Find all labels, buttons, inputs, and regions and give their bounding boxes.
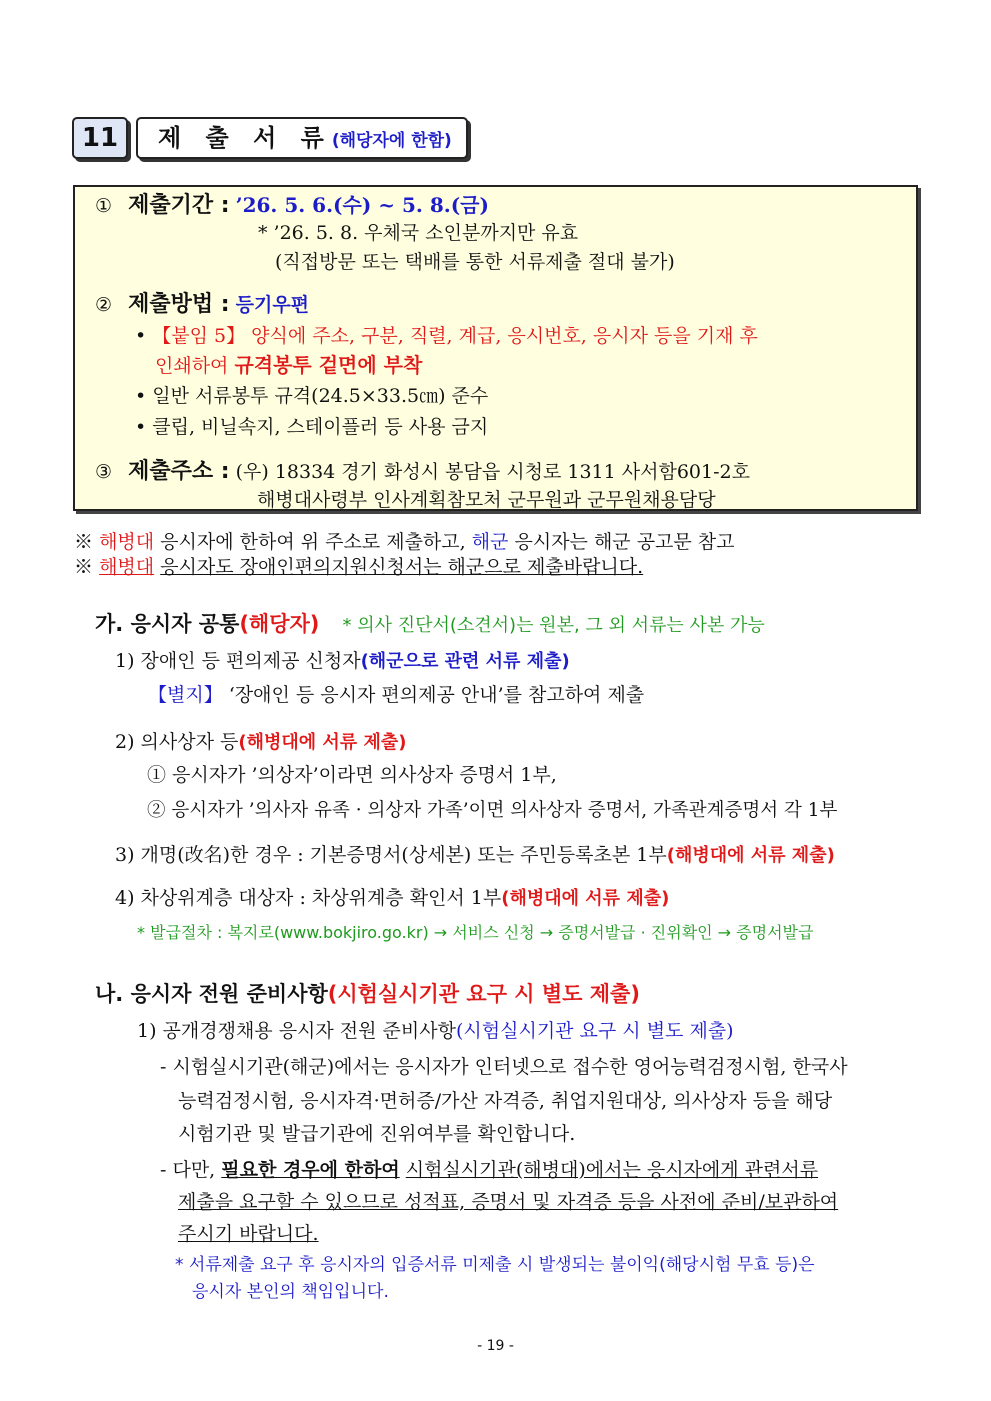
note-1-blue: 해군 [471, 531, 509, 553]
note-1 [74, 527, 735, 554]
na-item-1-blue: (시험실시기관 요구 시 별도 제출) [455, 1020, 734, 1042]
ga-item-1-sub [148, 680, 644, 707]
na-detail-2-dash: - 다만, [160, 1159, 216, 1181]
na-warning-line-2: 응시자 본인의 책임입니다. [192, 1282, 389, 1302]
ga-item-1-text: 1) 장애인 등 편의제공 신청자 [115, 650, 361, 672]
na-title: 나. 응시자 전원 준비사항 [95, 982, 328, 1006]
ga-item-1-sub-text: ‘장애인 등 응시자 편의제공 안내’를 참고하여 제출 [228, 684, 645, 706]
note-mark: ※ [74, 531, 94, 553]
ga-item-1-blue: (해군으로 관련 서류 제출) [360, 651, 570, 672]
na-detail-1-line-3: 시험기관 및 발급기관에 진위여부를 확인합니다. [178, 1123, 576, 1145]
na-warning-line-1: * 서류제출 요구 후 응시자의 입증서류 미제출 시 발생되는 불이익(해당시험 무효 등)은 [175, 1255, 815, 1275]
method-value: 등기우편 [235, 294, 310, 316]
period-row [95, 188, 489, 219]
ga-item-4-note: * 발급절차 : 복지로(www.bokjiro.go.kr) → 서비스 신청 → 증명서발급 · 진위확인 → 증명서발급 [137, 923, 814, 942]
na-detail-2-rest: 시험실시기관(해병대)에서는 응시자에게 관련서류 [405, 1159, 819, 1181]
ga-item-2-b: ② 응시자가 ’의사자 유족 · 의상자 가족’이면 의사상자 증명서, 가족관계증명서 각 1부 [147, 800, 838, 821]
period-label: 제출기간 : [128, 193, 230, 218]
period-note-1: * ’26. 5. 8. 우체국 소인분까지만 유효 [258, 222, 579, 244]
ga-note: * 의사 진단서(소견서)는 원본, 그 외 서류는 사본 가능 [342, 615, 765, 636]
ga-item-3-text: 3) 개명(改名)한 경우 : 기본증명서(상세본) 또는 주민등록초본 1부 [115, 844, 667, 866]
na-detail-1-line-2: 능력검정시험, 응시자격·면허증/가산 자격증, 취업지원대상, 의사상자 등을 해당 [178, 1090, 833, 1112]
period-number: ① [95, 195, 113, 217]
section-number-badge: 11 [72, 117, 128, 159]
method-number: ② [95, 294, 113, 316]
method-bullet-2: • 일반 서류봉투 규격(24.5×33.5㎝) 준수 [135, 385, 489, 407]
ga-item-1 [115, 646, 570, 673]
period-note-2: (직접방문 또는 택배를 통한 서류제출 절대 불가) [275, 251, 675, 273]
na-heading [95, 978, 640, 1008]
address-line-1: (우) 18334 경기 화성시 봉담읍 시청로 1311 사서함601-2호 [235, 461, 750, 483]
method-bullet-1-text: 【붙임 5】 양식에 주소, 구분, 직렬, 계급, 응시번호, 응시자 등을 기재 후 [152, 325, 758, 347]
ga-item-2 [115, 727, 406, 754]
na-item-1 [137, 1016, 734, 1043]
method-bullet-1-cont [155, 349, 422, 378]
na-detail-2-line-2: 제출을 요구할 수 있으므로 성적표, 증명서 및 자격증 등을 사전에 준비/보관하여 [178, 1191, 839, 1213]
note-1-red: 해병대 [99, 531, 155, 553]
na-item-1-text: 1) 공개경쟁채용 응시자 전원 준비사항 [137, 1020, 456, 1042]
method-bullet-1-text-2: 인쇄하여 [155, 355, 229, 377]
note-2 [74, 552, 643, 579]
ga-item-4-text: 4) 차상위계층 대상자 : 차상위계층 확인서 1부 [115, 887, 502, 909]
na-detail-2-bold: 필요한 경우에 한하여 [221, 1159, 400, 1181]
ga-item-2-text: 2) 의사상자 등 [115, 731, 239, 753]
ga-heading [95, 608, 765, 638]
ga-item-3 [115, 840, 835, 867]
ga-item-2-red: (해병대에 서류 제출) [238, 732, 407, 753]
address-row [95, 454, 750, 485]
page-number: - 19 - [477, 1338, 514, 1354]
ga-title: 가. 응시자 공통 [95, 612, 240, 636]
address-label: 제출주소 : [128, 459, 230, 484]
note-1-mid: 응시자에 한하여 위 주소로 제출하고, [160, 531, 466, 553]
method-row [95, 287, 309, 318]
method-bullet-1 [135, 321, 758, 348]
method-bullet-3: • 클립, 비닐속지, 스테이플러 등 사용 금지 [135, 416, 489, 438]
note-mark: ※ [74, 556, 94, 578]
na-detail-2-line-3: 주시기 바랍니다. [178, 1223, 319, 1245]
section-subtitle: (해당자에 한함) [331, 131, 452, 151]
na-detail-1-line-1: - 시험실시기관(해군)에서는 응시자가 인터넷으로 접수한 영어능력검정시험, 한국사 [160, 1056, 848, 1078]
ga-item-3-red: (해병대에 서류 제출) [666, 845, 835, 866]
address-line-2: 해병대사령부 인사계획참모처 군무원과 군무원채용담당 [257, 489, 716, 511]
method-bullet-1-emphasis: 규격봉투 겉면에 부착 [234, 353, 423, 377]
note-2-red: 해병대 [99, 556, 155, 578]
address-number: ③ [95, 461, 113, 483]
section-title: 제 출 서 류 [158, 124, 332, 152]
ga-item-2-a: ① 응시자가 ’의상자’이라면 의사상자 증명서 1부, [147, 764, 557, 786]
ga-item-4-red: (해병대에 서류 제출) [501, 888, 670, 909]
method-label: 제출방법 : [128, 292, 230, 317]
ga-item-1-sub-blue: 【별지】 [148, 684, 223, 706]
note-1-end: 응시자는 해군 공고문 참고 [514, 531, 735, 553]
section-title-box [136, 117, 468, 159]
period-value: ’26. 5. 6.(수) ~ 5. 8.(금) [235, 193, 489, 217]
bullet-dot: • [135, 325, 147, 347]
ga-title-red: (해당자) [239, 612, 320, 636]
na-title-red: (시험실시기관 요구 시 별도 제출) [327, 982, 640, 1006]
ga-item-4 [115, 883, 669, 910]
note-2-end: 응시자도 장애인편의지원신청서는 해군으로 제출바랍니다. [160, 556, 644, 578]
na-detail-2-line-1 [160, 1155, 818, 1182]
